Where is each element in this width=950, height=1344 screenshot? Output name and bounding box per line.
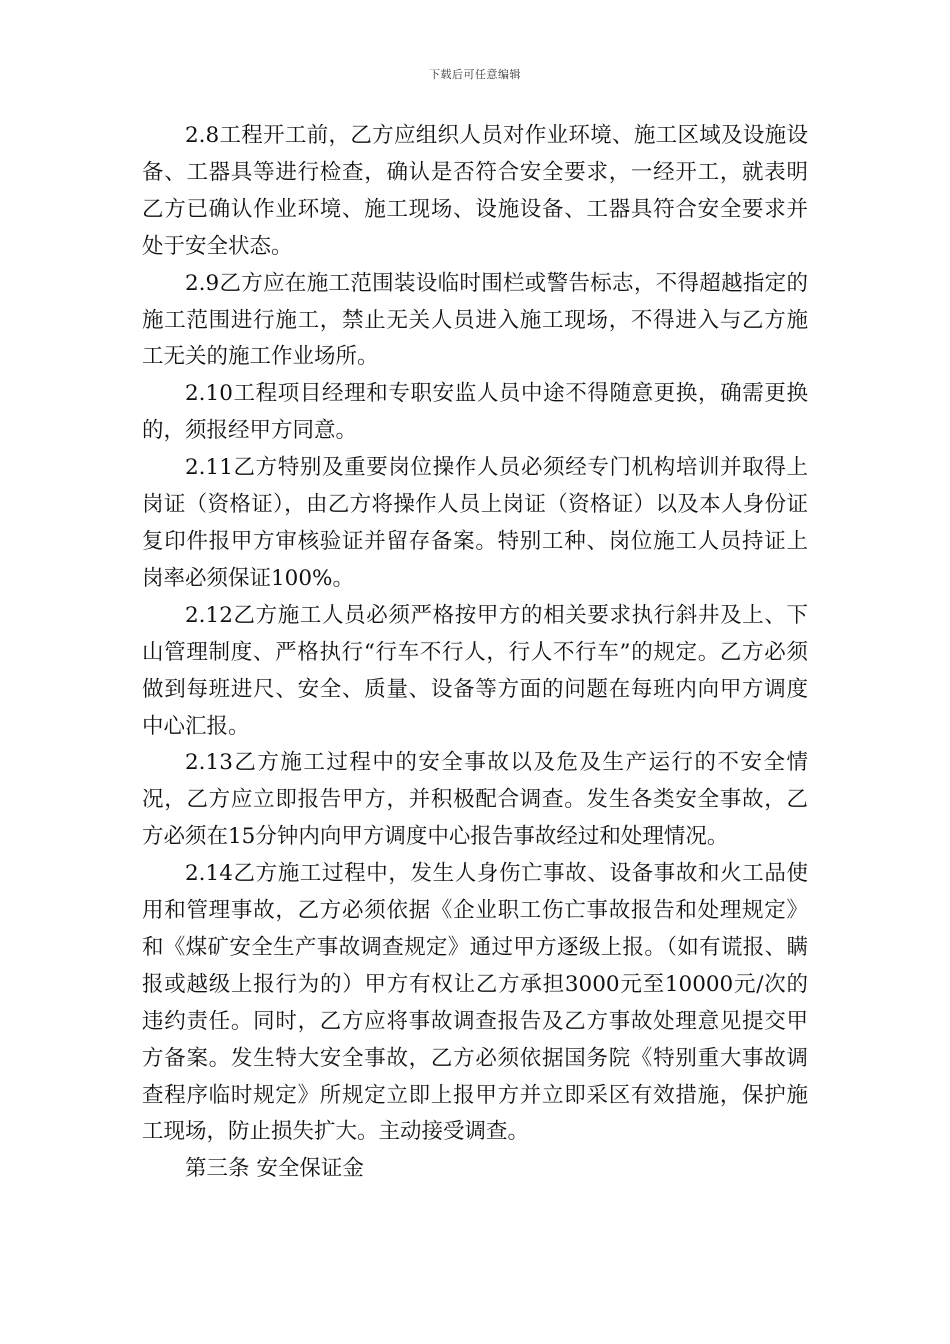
paragraph-2-14: 2.14乙方施工过程中，发生人身伤亡事故、设备事故和火工品使用和管理事故，乙方必须依据《企业职工伤亡事故报告和处理规定》和《煤矿安全生产事故调查规定》通过甲方逐级上报。（如有谎报、瞒报或越级上报行为的）甲方有权让乙方承担3000元至10000元/次的违约责任。同时，乙方应将事故调查报告及乙方事故处理意见提交甲方备案。发生特大安全事故，乙方必须依据国务院《特别重大事故调查程序临时规定》所规定立即上报甲方并立即采区有效措施，保护施工现场，防止损失扩大。主动接受调查。: [142, 861, 808, 1145]
page-header: 下载后可任意编辑: [429, 68, 521, 81]
section-heading-article-3: 第三条 安全保证金: [185, 1156, 364, 1182]
paragraph-2-9: 2.9乙方应在施工范围装设临时围栏或警告标志，不得超越指定的施工范围进行施工，禁止无关人员进入施工现场，不得进入与乙方施工无关的施工作业场所。: [142, 270, 808, 370]
paragraph-2-8: 2.8工程开工前，乙方应组织人员对作业环境、施工区域及设施设备、工器具等进行检查，确认是否符合安全要求，一经开工，就表明乙方已确认作业环境、施工现场、设施设备、工器具符合安全要求并处于安全状态。: [142, 123, 808, 259]
document-body: [142, 118, 808, 1188]
paragraph-2-12: 2.12乙方施工人员必须严格按甲方的相关要求执行斜井及上、下山管理制度、严格执行“行车不行人，行人不行车”的规定。乙方必须做到每班进尺、安全、质量、设备等方面的问题在每班内向甲方调度中心汇报。: [142, 602, 808, 739]
paragraph-2-13: 2.13乙方施工过程中的安全事故以及危及生产运行的不安全情况，乙方应立即报告甲方，并积极配合调查。发生各类安全事故，乙方必须在15分钟内向甲方调度中心报告事故经过和处理情况。: [142, 750, 808, 850]
paragraph-2-11: 2.11乙方特别及重要岗位操作人员必须经专门机构培训并取得上岗证（资格证），由乙方将操作人员上岗证（资格证）以及本人身份证复印件报甲方审核验证并留存备案。特别工种、岗位施工人员持证上岗率必须保证100%。: [142, 455, 808, 591]
paragraph-2-10: 2.10工程项目经理和专职安监人员中途不得随意更换，确需更换的，须报经甲方同意。: [142, 381, 808, 444]
